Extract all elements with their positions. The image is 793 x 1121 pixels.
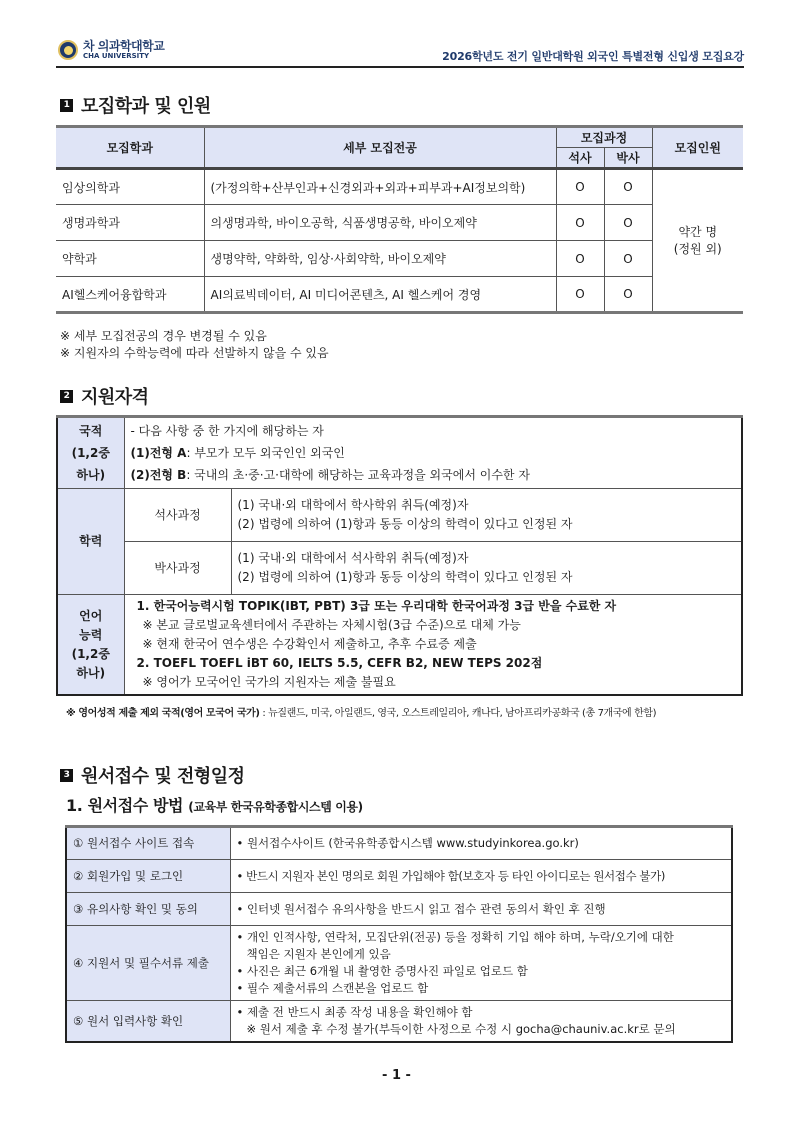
label-line: 국적 (79, 424, 103, 438)
type-b-text: : 국내의 초·중·고·대학에 해당하는 교육과정을 외국에서 이수한 자 (186, 468, 530, 482)
step-line: ※ 원서 제출 후 수정 불가(부득이한 사정으로 수정 시 gocha@chauniv.ac.kr로 문의 (246, 1022, 676, 1036)
subsection-title: 1. 원서접수 방법 (66, 796, 184, 815)
language-row (57, 595, 742, 696)
university-logo (58, 40, 164, 60)
step-line: 책임은 지원자 본인에게 있음 (246, 947, 391, 961)
note: ※ 지원자의 수학능력에 따라 선발하지 않을 수 있음 (60, 346, 329, 360)
logo-english-name: CHA UNIVERSITY (83, 52, 150, 60)
step-content (230, 1001, 732, 1043)
doctor-course-label: 박사과정 (124, 542, 231, 595)
section-2-heading (60, 383, 149, 409)
section-number-badge: 3 (60, 769, 73, 782)
label-line: 언어 (79, 608, 103, 623)
master-cell: O (556, 277, 604, 313)
header-dept: 모집학과 (56, 127, 204, 169)
department-table (56, 125, 743, 314)
language-item-1: 1. 한국어능력시험 TOPIK(IBT, PBT) 3급 또는 우리대학 한국어과정 3급 반을 수료한 자 (136, 599, 617, 613)
type-b-label: (2)전형 B (130, 468, 187, 482)
type-a-text: : 부모가 모두 외국인인 외국인 (186, 446, 345, 460)
header-doctor: 박사 (604, 148, 652, 169)
nationality-type-b (131, 464, 736, 486)
requirement-line: (2) 법령에 의하여 (1)항과 동등 이상의 학력이 있다고 인정된 자 (237, 570, 573, 584)
capacity-line-1: 약간 명 (678, 224, 718, 239)
doctor-cell: O (604, 205, 652, 241)
table-row (56, 241, 743, 277)
step-content: • 인터넷 원서접수 유의사항을 반드시 읽고 접수 관련 동의서 확인 후 진행 (230, 893, 732, 926)
language-label (57, 595, 124, 696)
step-line: • 개인 인적사항, 연락처, 모집단위(전공) 등을 정확히 기입 해야 하며, 누락/오기에 대한 (236, 930, 674, 944)
dept-cell: 생명과학과 (56, 205, 204, 241)
footnote-text: : 뉴질랜드, 미국, 아일랜드, 영국, 오스트레일리아, 캐나다, 남아프리카공화국 (총 7개국에 한함) (259, 708, 657, 719)
step-label: ② 회원가입 및 로그인 (66, 860, 230, 893)
capacity-line-2: (정원 외) (673, 241, 722, 256)
header-course: 모집과정 (556, 127, 652, 148)
major-cell: 생명약학, 약화학, 임상·사회약학, 바이오제약 (204, 241, 556, 277)
step-label: ④ 지원서 및 필수서류 제출 (66, 926, 230, 1001)
step-row (66, 827, 732, 860)
section-number-badge: 2 (60, 390, 73, 403)
section-title: 지원자격 (81, 387, 149, 408)
master-course-content (231, 489, 742, 542)
doctor-cell: O (604, 241, 652, 277)
master-cell: O (556, 205, 604, 241)
nationality-content (124, 417, 742, 489)
table-row (56, 277, 743, 313)
header-capacity: 모집인원 (652, 127, 743, 169)
footnote-label: ※ 영어성적 제출 제외 국적(영어 모국어 국가) (66, 708, 260, 719)
doctor-course-content (231, 542, 742, 595)
education-doctor-row (57, 542, 742, 595)
major-cell: AI의료빅데이터, AI 미디어콘텐츠, AI 헬스케어 경영 (204, 277, 556, 313)
label-line: 능력 (79, 627, 103, 642)
section-number-badge: 1 (60, 99, 73, 112)
education-label: 학력 (57, 489, 124, 595)
english-exempt-footnote (66, 704, 656, 719)
university-seal-icon (58, 40, 78, 60)
master-cell: O (556, 169, 604, 205)
master-course-label: 석사과정 (124, 489, 231, 542)
master-cell: O (556, 241, 604, 277)
language-content (124, 595, 742, 696)
dept-cell: 임상의학과 (56, 169, 204, 205)
subsection-note: (교육부 한국유학종합시스템 이용) (188, 800, 363, 814)
nationality-type-a (131, 442, 736, 464)
language-note: ※ 영어가 모국어인 국가의 지원자는 제출 불필요 (142, 675, 396, 689)
type-a-label: (1)전형 A (130, 446, 187, 460)
dept-cell: 약학과 (56, 241, 204, 277)
step-content: • 반드시 지원자 본인 명의로 회원 가입해야 함(보호자 등 타인 아이디로는 원서접수 불가) (230, 860, 732, 893)
header-major: 세부 모집전공 (204, 127, 556, 169)
step-line: • 사진은 최근 6개월 내 촬영한 증명사진 파일로 업로드 함 (236, 964, 528, 978)
doctor-cell: O (604, 277, 652, 313)
language-note: ※ 현재 한국어 연수생은 수강확인서 제출하고, 추후 수료증 제출 (142, 637, 477, 651)
step-row (66, 926, 732, 1001)
eligibility-table (56, 415, 743, 696)
section-title: 모집학과 및 인원 (81, 96, 211, 117)
section-1-heading (60, 92, 211, 118)
step-label: ③ 유의사항 확인 및 동의 (66, 893, 230, 926)
label-line: (1,2중 (71, 646, 110, 661)
step-label: ⑤ 원서 입력사항 확인 (66, 1001, 230, 1043)
page-header (56, 38, 744, 68)
step-row (66, 893, 732, 926)
page-number: - 1 - (382, 1068, 411, 1083)
major-cell: (가정의학+산부인과+신경외과+외과+피부과+AI정보의학) (204, 169, 556, 205)
language-item-2: 2. TOEFL TOEFL iBT 60, IELTS 5.5, CEFR B2, NEW TEPS 202점 (136, 656, 543, 670)
logo-korean-name: 차 의과학대학교 (83, 39, 165, 53)
section-1-notes (60, 328, 329, 362)
application-steps-table (65, 825, 733, 1043)
dept-cell: AI헬스케어융합학과 (56, 277, 204, 313)
section-title: 원서접수 및 전형일정 (81, 766, 245, 787)
nationality-intro: - 다음 사항 중 한 가지에 해당하는 자 (130, 424, 324, 438)
education-master-row (57, 489, 742, 542)
nationality-row (57, 417, 742, 489)
language-note: ※ 본교 글로벌교육센터에서 주관하는 자체시험(3급 수준)으로 대체 가능 (142, 618, 521, 632)
step-row (66, 1001, 732, 1043)
requirement-line: (1) 국내·외 대학에서 석사학위 취득(예정)자 (237, 551, 469, 565)
doctor-cell: O (604, 169, 652, 205)
label-line: (1,2중 (71, 446, 110, 460)
step-content (230, 926, 732, 1001)
document-title: 2026학년도 전기 일반대학원 외국인 특별전형 신입생 모집요강 (442, 50, 744, 63)
table-row (56, 169, 743, 205)
label-line: 하나) (76, 468, 106, 482)
nationality-label (57, 417, 124, 489)
requirement-line: (1) 국내·외 대학에서 학사학위 취득(예정)자 (237, 498, 469, 512)
header-master: 석사 (556, 148, 604, 169)
section-3-heading (60, 762, 245, 788)
table-row (56, 205, 743, 241)
step-content: • 원서접수사이트 (한국유학종합시스템 www.studyinkorea.go.kr) (230, 827, 732, 860)
step-line: • 제출 전 반드시 최종 작성 내용을 확인해야 함 (236, 1005, 473, 1019)
step-row (66, 860, 732, 893)
capacity-cell (652, 169, 743, 313)
requirement-line: (2) 법령에 의하여 (1)항과 동등 이상의 학력이 있다고 인정된 자 (237, 517, 573, 531)
note: ※ 세부 모집전공의 경우 변경될 수 있음 (60, 329, 267, 343)
step-label: ① 원서접수 사이트 접속 (66, 827, 230, 860)
subsection-heading (66, 793, 363, 816)
major-cell: 의생명과학, 바이오공학, 식품생명공학, 바이오제약 (204, 205, 556, 241)
step-line: • 필수 제출서류의 스캔본을 업로드 함 (236, 981, 429, 995)
label-line: 하나) (76, 665, 106, 680)
